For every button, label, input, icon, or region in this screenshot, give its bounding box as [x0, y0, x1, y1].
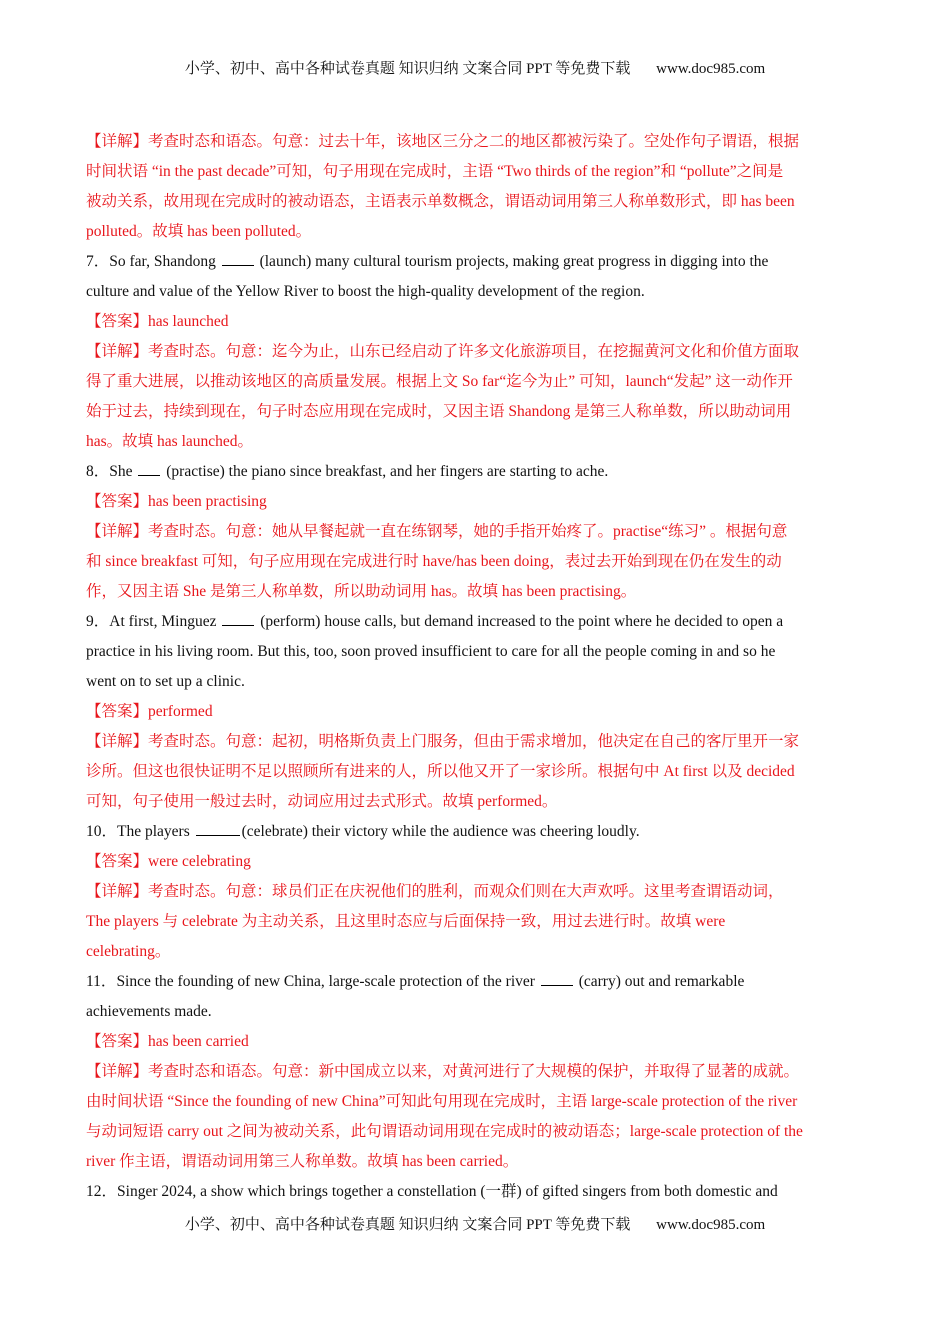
- answer-9: 【答案】performed: [86, 703, 213, 720]
- explanation-6: 【详解】考查时态和语态。句意：过去十年，该地区三分之二的地区都被污染了。空处作句子谓语，根据 时间状语 “in the past decade”可知，句子用现在完成时，主语 “Two thirds of the region”和 “pollute”之间是 被动关系，故用现在完成时的被动语态，主语表示单数概念，谓语动词用第三人称单数形式，即 has been polluted。故填 has been polluted。: [86, 133, 800, 240]
- question-11: 11．Since the founding of new China, large-scale protection of the river (carry) out and remarkable achievements made. 【答案】has been carried 【详解】考查时态和语态。句意：新中国成立以来，对黄河进行了大规模的保护，并取得了显著的成就。 由时间状语 “Since the founding of new China”可知此句用现在完成时，主语 large-scale protection of the river 与动词短语 carry out 之间为被动关系，此句谓语动词用现在完成时的被动语态；large-scale protection of the river 作主语，谓语动词用第三人称单数。故填 has been carried。: [86, 967, 866, 1177]
- answer-8: 【答案】has been practising: [86, 493, 267, 510]
- question-number: 9．: [86, 613, 110, 630]
- answer-blank: [196, 821, 240, 836]
- explain-label: 【详解】: [86, 133, 149, 150]
- answer-11: 【答案】has been carried: [86, 1033, 249, 1050]
- question-7: 7．So far, Shandong (launch) many cultural tourism projects, making great progress in digging into the culture and value of the Yellow River to boost the high-quality development of the region. 【答案】has launched 【详解】考查时态。句意：迄今为止，山东已经启动了许多文化旅游项目，在挖掘黄河文化和价值方面取 得了重大进展，以推动该地区的高质量发展。根据上文 So far“迄今为止” 可知，launch“发起” 这一动作开 始于过去，持续到现在，句子时态应用现在完成时，又因主语 Shandong 是第三人称单数，所以助动词用 has。故填 has launched。: [86, 247, 866, 457]
- question-number: 8．: [86, 463, 110, 480]
- footer-text: 小学、初中、高中各种试卷真题 知识归纳 文案合同 PPT 等免费下载: [184, 1217, 631, 1233]
- question-9: 9．At first, Minguez (perform) house calls, but demand increased to the point where he decided to open a practice in his living room. But this, too, soon proved insufficient to care for all the people coming in and so he went on to set up a clinic. 【答案】performed 【详解】考查时态。句意：起初，明格斯负责上门服务，但由于需求增加，他决定在自己的客厅里开一家 诊所。但这也很快证明不足以照顾所有进来的人，所以他又开了一家诊所。根据句中 At first 以及 decided 可知，句子使用一般过去时，动词应用过去式形式。故填 performed。: [86, 607, 866, 817]
- question-12: 12．Singer 2024, a show which brings together a constellation (一群) of gifted singers from both domestic and: [86, 1183, 778, 1200]
- question-number: 12．: [86, 1183, 118, 1200]
- header-site-link[interactable]: www.doc985.com: [656, 61, 766, 77]
- page-header: [0, 57, 950, 78]
- question-10: 10．The players (celebrate) their victory while the audience was cheering loudly. 【答案】were celebrating 【详解】考查时态。句意：球员们正在庆祝他们的胜利，而观众们则在大声欢呼。这里考查谓语动词， The players 与 celebrate 为主动关系，且这里时态应与后面保持一致，用过去进行时。故填 were celebrating。: [86, 817, 866, 967]
- answer-7: 【答案】has launched: [86, 313, 229, 330]
- answer-blank: [138, 461, 160, 476]
- answer-10: 【答案】were celebrating: [86, 853, 251, 870]
- answer-blank: [222, 611, 254, 626]
- question-number: 11．: [86, 973, 117, 990]
- answer-blank: [541, 971, 573, 986]
- answer-blank: [222, 251, 254, 266]
- document-body: [86, 127, 866, 1207]
- page-footer: [0, 1213, 950, 1234]
- question-number: 7．: [86, 253, 110, 270]
- footer-site-link[interactable]: www.doc985.com: [656, 1217, 766, 1233]
- header-text: 小学、初中、高中各种试卷真题 知识归纳 文案合同 PPT 等免费下载: [184, 61, 631, 77]
- question-8: 8．She (practise) the piano since breakfast, and her fingers are starting to ache. 【答案】has been practising 【详解】考查时态。句意：她从早餐起就一直在练钢琴，她的手指开始疼了。practise“练习” 。根据句意 和 since breakfast 可知，句子应用现在完成进行时 have/has been doing，表过去开始到现在仍在发生的动 作，又因主语 She 是第三人称单数，所以助动词用 has。故填 has been practising。: [86, 457, 866, 607]
- question-number: 10．: [86, 823, 118, 840]
